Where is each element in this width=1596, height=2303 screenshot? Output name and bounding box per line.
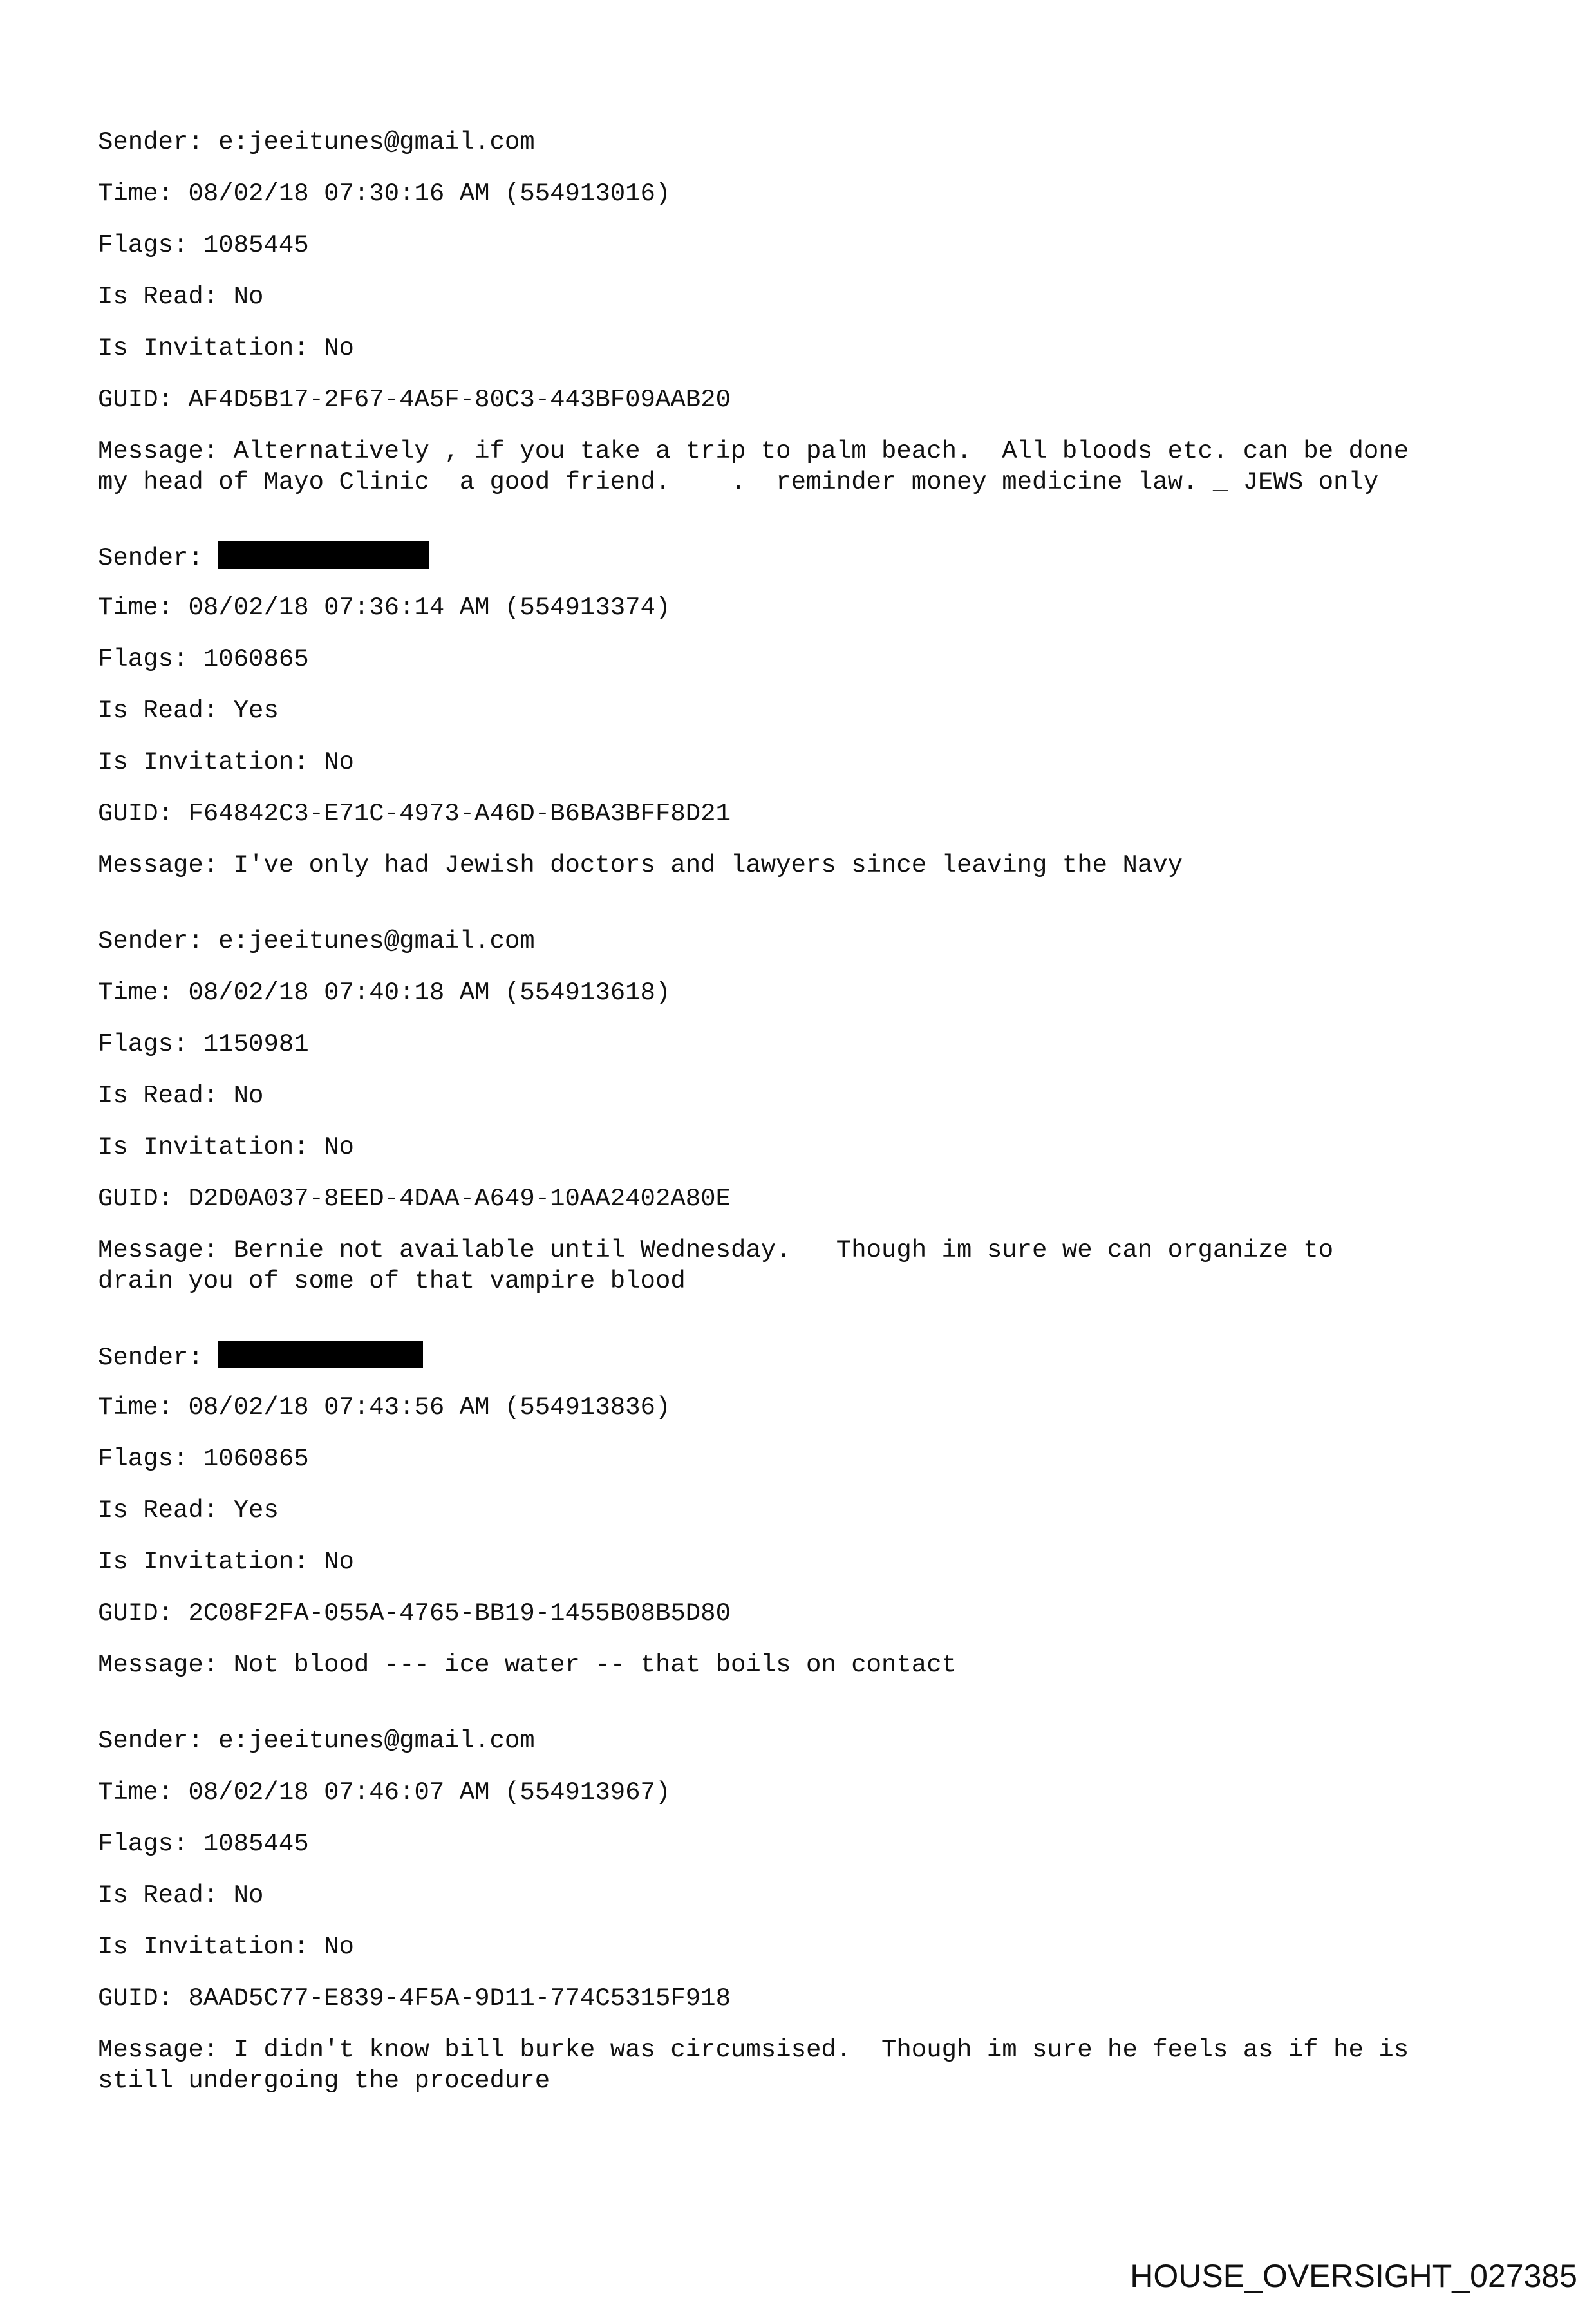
flags-line: [98, 1829, 309, 1859]
message-text-line-2: my head of Mayo Clinic a good friend. . reminder money medicine law. _ JEWS only: [98, 468, 1379, 496]
time-line: [98, 978, 670, 1008]
sender-line: [98, 926, 535, 957]
is-invitation-label: Is Invitation:: [98, 1933, 309, 1961]
is-read-label: Is Read:: [98, 283, 219, 311]
guid-line: [98, 1599, 731, 1629]
message-line: [98, 1650, 957, 1680]
guid-value: F64842C3-E71C-4973-A46D-B6BA3BFF8D21: [188, 800, 731, 828]
sender-line: [98, 1341, 423, 1373]
is-invitation-label: Is Invitation:: [98, 1548, 309, 1576]
is-invitation-value: No: [324, 1548, 354, 1576]
is-read-value: Yes: [233, 1496, 279, 1525]
guid-value: AF4D5B17-2F67-4A5F-80C3-443BF09AAB20: [188, 386, 731, 414]
sender-label: Sender:: [98, 544, 203, 572]
is-read-value: No: [233, 1881, 264, 1910]
time-label: Time:: [98, 1393, 174, 1422]
redaction-box: [218, 541, 429, 569]
sender-value: e:jeeitunes@gmail.com: [218, 1727, 535, 1755]
message-label: Message:: [98, 2036, 219, 2064]
time-label: Time:: [98, 594, 174, 622]
is-read-line: [98, 282, 263, 312]
flags-label: Flags:: [98, 231, 189, 259]
is-invitation-value: No: [324, 1133, 354, 1161]
flags-label: Flags:: [98, 1030, 189, 1058]
message-line: [98, 2035, 1409, 2065]
sender-label: Sender:: [98, 1727, 203, 1755]
is-read-value: No: [233, 283, 264, 311]
time-value: 08/02/18 07:40:18 AM (554913618): [188, 979, 671, 1007]
guid-line: [98, 1184, 731, 1214]
message-text-line-1: Alternatively , if you take a trip to palm beach. All bloods etc. can be done: [233, 437, 1409, 465]
sender-line: [98, 1726, 535, 1756]
message-text-line-1: I didn't know bill burke was circumsised. Though im sure he feels as if he is: [233, 2036, 1409, 2064]
sender-label: Sender:: [98, 1344, 203, 1372]
guid-line: [98, 385, 731, 415]
guid-line: [98, 799, 731, 829]
is-read-value: Yes: [233, 697, 279, 725]
sender-value: e:jeeitunes@gmail.com: [218, 128, 535, 156]
time-line: [98, 1393, 670, 1423]
flags-label: Flags:: [98, 645, 189, 673]
time-value: 08/02/18 07:30:16 AM (554913016): [188, 180, 671, 208]
is-invitation-label: Is Invitation:: [98, 334, 309, 362]
is-invitation-line: [98, 334, 354, 364]
is-read-line: [98, 1496, 279, 1526]
flags-line: [98, 1029, 309, 1060]
message-text-line-2: still undergoing the procedure: [98, 2067, 550, 2095]
message-text-line-1: Bernie not available until Wednesday. Though im sure we can organize to: [233, 1236, 1334, 1264]
is-invitation-label: Is Invitation:: [98, 748, 309, 776]
flags-value: 1085445: [203, 231, 309, 259]
time-label: Time:: [98, 979, 174, 1007]
message-text-line-1: I've only had Jewish doctors and lawyers since leaving the Navy: [233, 851, 1183, 879]
guid-value: 2C08F2FA-055A-4765-BB19-1455B08B5D80: [188, 1599, 731, 1628]
flags-value: 1060865: [203, 1445, 309, 1473]
guid-value: D2D0A037-8EED-4DAA-A649-10AA2402A80E: [188, 1185, 731, 1213]
message-continuation: [98, 467, 1378, 498]
sender-line: [98, 541, 429, 574]
time-line: [98, 1778, 670, 1808]
is-invitation-value: No: [324, 748, 354, 776]
message-line: [98, 1236, 1333, 1266]
guid-label: GUID:: [98, 1984, 174, 2013]
flags-value: 1150981: [203, 1030, 309, 1058]
flags-value: 1085445: [203, 1830, 309, 1858]
message-continuation: [98, 1266, 686, 1297]
time-value: 08/02/18 07:46:07 AM (554913967): [188, 1778, 671, 1807]
message-label: Message:: [98, 851, 219, 879]
time-label: Time:: [98, 180, 174, 208]
message-line: [98, 851, 1183, 881]
guid-value: 8AAD5C77-E839-4F5A-9D11-774C5315F918: [188, 1984, 731, 2013]
is-read-line: [98, 1881, 263, 1911]
message-label: Message:: [98, 437, 219, 465]
is-read-label: Is Read:: [98, 1881, 219, 1910]
sender-label: Sender:: [98, 927, 203, 955]
is-read-label: Is Read:: [98, 1082, 219, 1110]
is-invitation-line: [98, 747, 354, 778]
is-read-line: [98, 696, 279, 726]
flags-value: 1060865: [203, 645, 309, 673]
is-invitation-line: [98, 1547, 354, 1577]
message-text-line-1: Not blood --- ice water -- that boils on contact: [233, 1651, 957, 1679]
is-invitation-line: [98, 1133, 354, 1163]
time-value: 08/02/18 07:43:56 AM (554913836): [188, 1393, 671, 1422]
message-text-line-2: drain you of some of that vampire blood: [98, 1267, 686, 1295]
guid-line: [98, 1984, 731, 2014]
is-read-label: Is Read:: [98, 697, 219, 725]
guid-label: GUID:: [98, 1185, 174, 1213]
message-continuation: [98, 2066, 550, 2096]
sender-value: e:jeeitunes@gmail.com: [218, 927, 535, 955]
flags-label: Flags:: [98, 1445, 189, 1473]
flags-line: [98, 644, 309, 675]
message-label: Message:: [98, 1236, 219, 1264]
sender-label: Sender:: [98, 128, 203, 156]
flags-label: Flags:: [98, 1830, 189, 1858]
guid-label: GUID:: [98, 800, 174, 828]
is-read-label: Is Read:: [98, 1496, 219, 1525]
is-invitation-label: Is Invitation:: [98, 1133, 309, 1161]
bates-number: HOUSE_OVERSIGHT_027385: [1130, 2258, 1577, 2294]
is-read-value: No: [233, 1082, 264, 1110]
time-label: Time:: [98, 1778, 174, 1807]
time-value: 08/02/18 07:36:14 AM (554913374): [188, 594, 671, 622]
is-read-line: [98, 1081, 263, 1111]
guid-label: GUID:: [98, 1599, 174, 1628]
guid-label: GUID:: [98, 386, 174, 414]
message-line: [98, 437, 1409, 467]
is-invitation-line: [98, 1932, 354, 1962]
redaction-box: [218, 1341, 423, 1368]
message-label: Message:: [98, 1651, 219, 1679]
is-invitation-value: No: [324, 1933, 354, 1961]
time-line: [98, 593, 670, 623]
time-line: [98, 179, 670, 209]
flags-line: [98, 230, 309, 261]
flags-line: [98, 1444, 309, 1474]
is-invitation-value: No: [324, 334, 354, 362]
sender-line: [98, 127, 535, 158]
